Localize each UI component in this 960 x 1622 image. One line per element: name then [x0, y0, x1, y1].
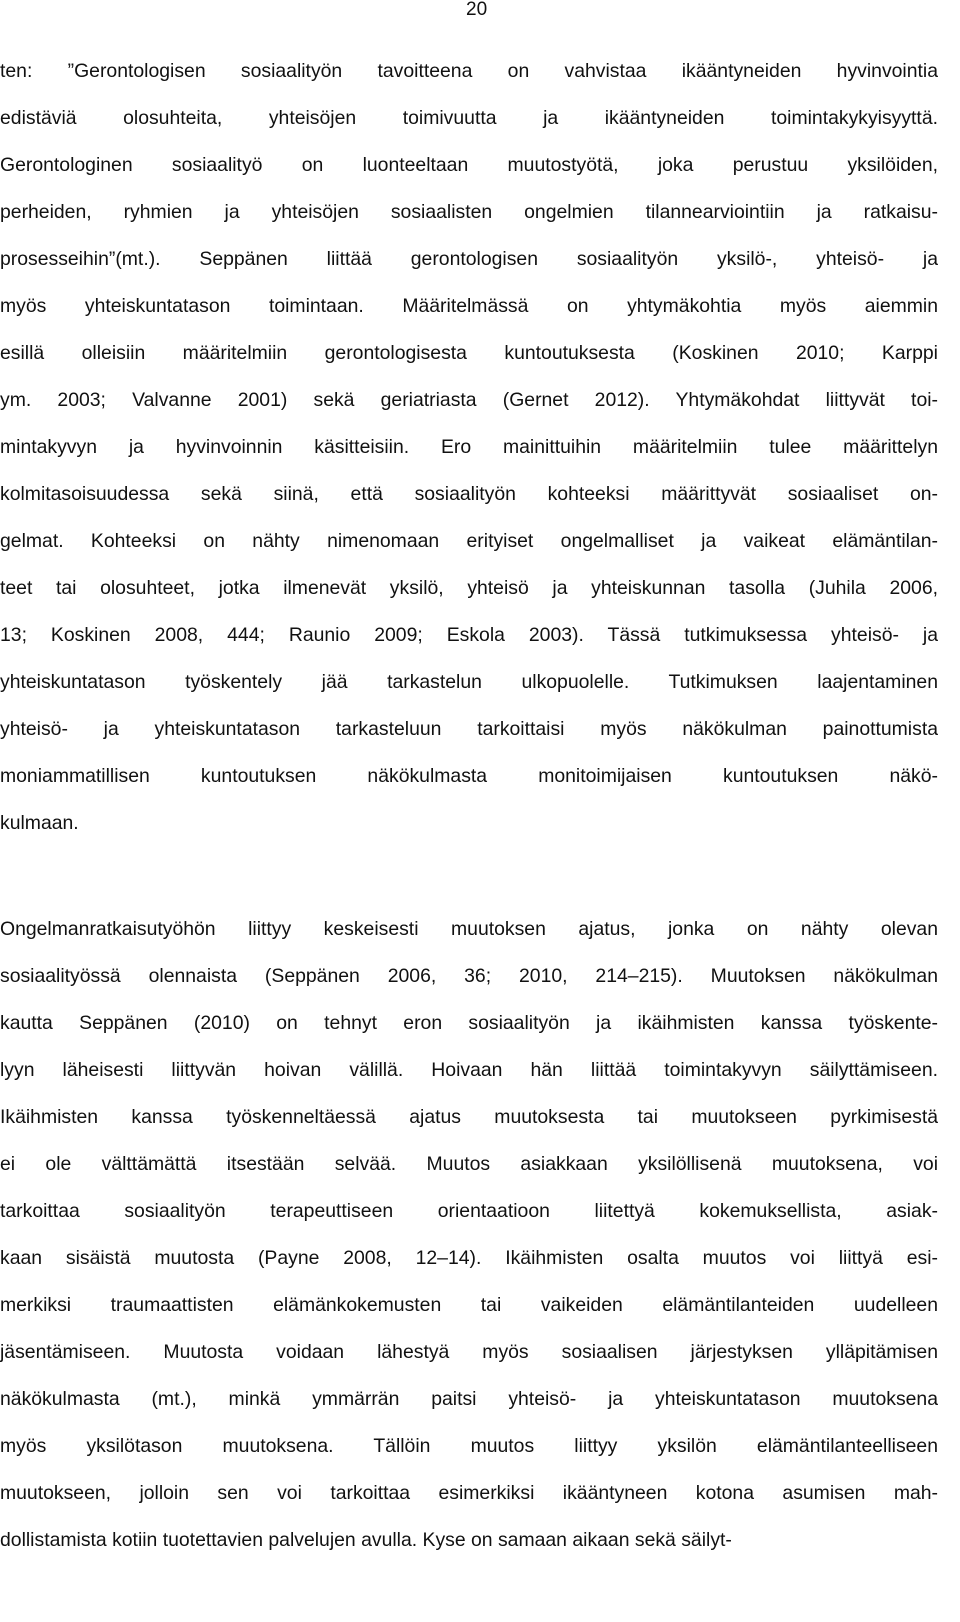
text-line: edistäviä olosuhteita, yhteisöjen toimivuutta ja ikääntyneiden toimintakykyisyyttä.	[0, 107, 938, 129]
paragraph-gerontological-social-work	[0, 48, 938, 847]
text-line: näkökulmasta (mt.), minkä ymmärrän paitsi yhteisö- ja yhteiskuntatason muutoksena	[0, 1388, 938, 1410]
text-line: tarkoittaa sosiaalityön terapeuttiseen orientaatioon liitettyä kokemuksellista, asiak-	[0, 1200, 938, 1222]
text-line: esillä olleisiin määritelmiin gerontologisesta kuntoutuksesta (Koskinen 2010; Karppi	[0, 342, 938, 364]
text-line: 13; Koskinen 2008, 444; Raunio 2009; Eskola 2003). Tässä tutkimuksessa yhteisö- ja	[0, 624, 938, 646]
text-line: kaan sisäistä muutosta (Payne 2008, 12–14). Ikäihmisten osalta muutos voi liittyä esi-	[0, 1247, 938, 1269]
text-line: dollistamista kotiin tuotettavien palvelujen avulla. Kyse on samaan aikaan sekä säilyt-	[0, 1529, 732, 1551]
text-line: ym. 2003; Valvanne 2001) sekä geriatriasta (Gernet 2012). Yhtymäkohdat liittyvät toi-	[0, 389, 938, 411]
text-line: prosesseihin”(mt.). Seppänen liittää gerontologisen sosiaalityön yksilö-, yhteisö- ja	[0, 248, 938, 270]
text-line: muutokseen, jolloin sen voi tarkoittaa esimerkiksi ikääntyneen kotona asumisen mah-	[0, 1482, 938, 1504]
text-line: perheiden, ryhmien ja yhteisöjen sosiaalisten ongelmien tilannearviointiin ja ratkaisu-	[0, 201, 938, 223]
text-line: yhteisö- ja yhteiskuntatason tarkasteluun tarkoittaisi myös näkökulman painottumista	[0, 718, 938, 740]
text-line: mintakyvyn ja hyvinvoinnin käsitteisiin. Ero mainittuihin määritelmiin tulee määrittelyn	[0, 436, 938, 458]
text-line: yhteiskuntatason työskentely jää tarkastelun ulkopuolelle. Tutkimuksen laajentaminen	[0, 671, 938, 693]
text-line: gelmat. Kohteeksi on nähty nimenomaan erityiset ongelmalliset ja vaikeat elämäntilan-	[0, 530, 938, 552]
text-line: lyyn läheisesti liittyvän hoivan välillä. Hoivaan hän liittää toimintakyvyn säilyttämiseen.	[0, 1059, 938, 1081]
text-line: ei ole välttämättä itsestään selvää. Muutos asiakkaan yksilöllisenä muutoksena, voi	[0, 1153, 938, 1175]
text-line: Ongelmanratkaisutyöhön liittyy keskeisesti muutoksen ajatus, jonka on nähty olevan	[0, 918, 938, 940]
text-line: ten: ”Gerontologisen sosiaalityön tavoitteena on vahvistaa ikääntyneiden hyvinvointia	[0, 60, 938, 82]
page-number: 20	[466, 0, 488, 20]
text-line: kautta Seppänen (2010) on tehnyt eron sosiaalityön ja ikäihmisten kanssa työskente-	[0, 1012, 938, 1034]
text-line: kolmitasoisuudessa sekä siinä, että sosiaalityön kohteeksi määrittyvät sosiaaliset on-	[0, 483, 938, 505]
paragraph-problem-solving-change	[0, 906, 938, 1564]
text-line: myös yksilötason muutoksena. Tällöin muutos liittyy yksilön elämäntilanteelliseen	[0, 1435, 938, 1457]
text-line: sosiaalityössä olennaista (Seppänen 2006, 36; 2010, 214–215). Muutoksen näkökulman	[0, 965, 938, 987]
text-line: merkiksi traumaattisten elämänkokemusten tai vaikeiden elämäntilanteiden uudelleen	[0, 1294, 938, 1316]
text-line: Ikäihmisten kanssa työskenneltäessä ajatus muutoksesta tai muutokseen pyrkimisestä	[0, 1106, 938, 1128]
text-line: Gerontologinen sosiaalityö on luonteeltaan muutostyötä, joka perustuu yksilöiden,	[0, 154, 938, 176]
text-line: jäsentämiseen. Muutosta voidaan lähestyä myös sosiaalisen järjestyksen ylläpitämisen	[0, 1341, 938, 1363]
text-line: moniammatillisen kuntoutuksen näkökulmasta monitoimijaisen kuntoutuksen näkö-	[0, 765, 938, 787]
text-line: kulmaan.	[0, 812, 79, 834]
text-line: teet tai olosuhteet, jotka ilmenevät yksilö, yhteisö ja yhteiskunnan tasolla (Juhila 2006,	[0, 577, 938, 599]
text-line: myös yhteiskuntatason toimintaan. Määritelmässä on yhtymäkohtia myös aiemmin	[0, 295, 938, 317]
